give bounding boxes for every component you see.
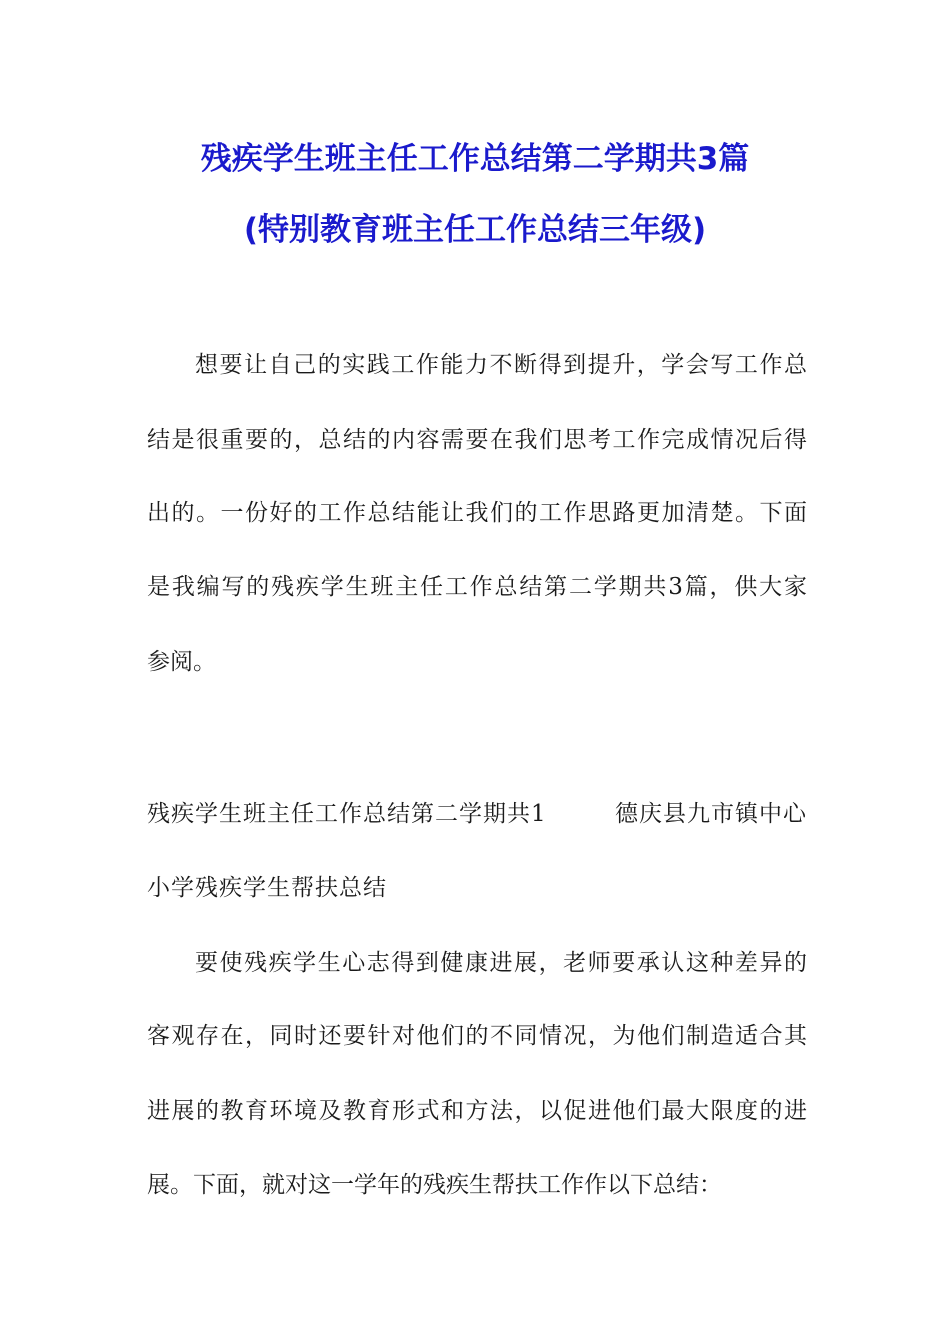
- body-paragraph-line: 展。下面，就对这一学年的残疾生帮扶工作作以下总结：: [147, 1172, 722, 1198]
- section-heading-title: 残疾学生班主任工作总结第二学期共1: [147, 801, 547, 827]
- section-heading-line-2: 小学残疾学生帮扶总结: [147, 875, 387, 901]
- intro-paragraph-line: 想要让自己的实践工作能力不断得到提升，学会写工作总: [195, 352, 807, 378]
- document-title-line-2: (特别教育班主任工作总结三年级): [243, 212, 707, 248]
- intro-paragraph-line: 是我编写的残疾学生班主任工作总结第二学期共3篇，供大家: [147, 574, 807, 600]
- body-paragraph-line: 进展的教育环境及教育形式和方法，以促进他们最大限度的进: [147, 1098, 807, 1124]
- section-heading-school: 德庆县九市镇中心: [615, 801, 807, 827]
- intro-paragraph-line: 参阅。: [147, 649, 216, 675]
- body-paragraph-line: 客观存在，同时还要针对他们的不同情况，为他们制造适合其: [147, 1023, 807, 1049]
- intro-paragraph-line: 出的。一份好的工作总结能让我们的工作思路更加清楚。下面: [147, 500, 807, 526]
- document-title-line-1: 残疾学生班主任工作总结第二学期共3篇: [200, 141, 750, 177]
- intro-paragraph-line: 结是很重要的，总结的内容需要在我们思考工作完成情况后得: [147, 427, 807, 453]
- body-paragraph-line: 要使残疾学生心志得到健康进展，老师要承认这种差异的: [195, 950, 807, 976]
